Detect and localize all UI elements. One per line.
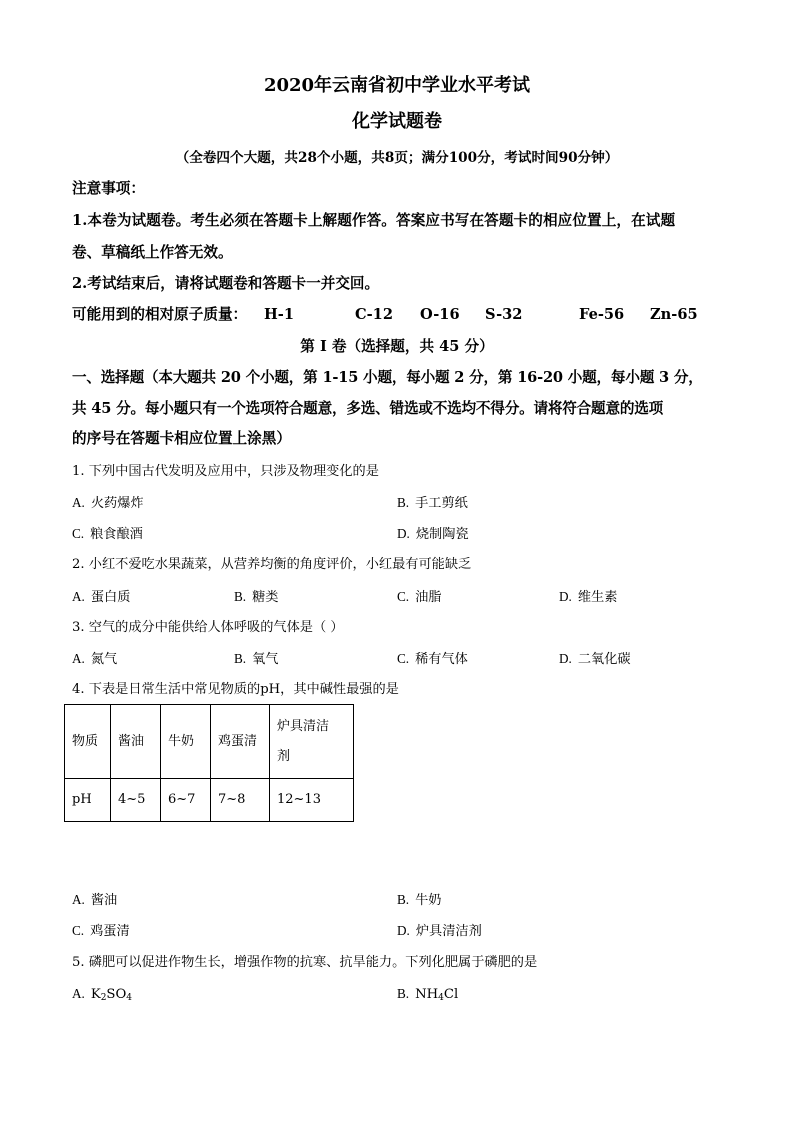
formula-part: K	[90, 987, 101, 1002]
exam-title: 2020年云南省初中学业水平考试	[263, 75, 531, 96]
exam-info: （全卷四个大题，共28个小题，共8页；满分100分，考试时间90分钟）	[175, 150, 619, 166]
question-1-option-c	[72, 527, 143, 541]
cell-line: 炉具清洁	[277, 718, 330, 734]
formula-part: Cl	[443, 987, 459, 1002]
atomic-mass-c: C-12	[355, 306, 393, 323]
option-text: 酱油	[90, 893, 118, 908]
formula-nh4cl	[415, 987, 458, 1002]
option-label: C.	[397, 589, 410, 604]
section-instructions-line-3: 的序号在答题卡相应位置上涂黑）	[72, 430, 291, 447]
question-2-option-a	[72, 590, 130, 604]
formula-part: SO	[106, 987, 127, 1002]
question-3-option-b	[234, 652, 278, 666]
option-label: D.	[559, 589, 572, 604]
option-text: 氧气	[252, 652, 279, 667]
option-text: 烧制陶瓷	[415, 527, 469, 542]
option-label: C.	[72, 923, 85, 938]
table-cell: 鸡蛋清	[211, 705, 270, 779]
formula-k2so4	[91, 987, 132, 1002]
atomic-mass-fe: Fe-56	[579, 306, 625, 323]
option-text: 炉具清洁剂	[415, 924, 482, 939]
question-1-stem: 1. 下列中国古代发明及应用中，只涉及物理变化的是	[72, 464, 379, 479]
atomic-mass-zn: Zn-65	[650, 306, 698, 323]
question-1-option-d	[397, 527, 469, 541]
note-2: 2.考试结束后，请将试题卷和答题卡一并交回。	[72, 275, 380, 292]
option-text: 手工剪纸	[415, 496, 468, 511]
option-label: B.	[397, 892, 410, 907]
table-row	[65, 705, 354, 779]
question-2-option-c	[397, 590, 441, 604]
atomic-mass-o: O-16	[420, 306, 460, 323]
option-label: A.	[72, 589, 85, 604]
table-cell: 4~5	[111, 779, 161, 822]
option-label: C.	[72, 526, 85, 541]
table-row	[65, 779, 354, 822]
note-1-line-1: 1.本卷为试题卷。考生必须在答题卡上解题作答。答案应书写在答题卡的相应位置上，在试题	[72, 212, 676, 229]
option-text: 鸡蛋清	[90, 924, 130, 939]
notes-heading: 注意事项：	[72, 180, 145, 197]
atomic-masses-label: 可能用到的相对原子质量：	[72, 306, 248, 323]
formula-subscript: 2	[100, 993, 107, 1003]
question-4-option-a	[72, 893, 117, 907]
option-label: A.	[72, 651, 85, 666]
option-text: 牛奶	[415, 893, 442, 908]
exam-subtitle: 化学试题卷	[352, 111, 442, 132]
option-text: 维生素	[577, 590, 618, 605]
option-text: 油脂	[415, 590, 442, 605]
question-3-option-a	[72, 652, 117, 666]
table-cell: 物质	[65, 705, 111, 779]
table-cell: 12~13	[270, 779, 354, 822]
question-4-option-c	[72, 924, 130, 938]
cell-line: 剂	[277, 748, 291, 764]
question-1-option-b	[397, 496, 468, 510]
option-label: A.	[72, 986, 85, 1001]
question-1-option-a	[72, 496, 144, 510]
option-text: 蛋白质	[90, 590, 131, 605]
option-text: 糖类	[252, 590, 279, 605]
question-4-option-b	[397, 893, 441, 907]
ph-table	[64, 704, 354, 822]
option-label: B.	[234, 589, 247, 604]
table-cell: pH	[65, 779, 111, 822]
option-label: D.	[397, 923, 410, 938]
table-cell: 6~7	[161, 779, 211, 822]
option-label: B.	[397, 495, 410, 510]
option-text: 稀有气体	[415, 652, 468, 667]
option-text: 火药爆炸	[90, 496, 144, 511]
option-label: A.	[72, 495, 85, 510]
section-instructions-line-1: 一、选择题（本大题共 20 个小题，第 1-15 小题，每小题 2 分，第 16-20 小题，每小题 3 分，	[72, 369, 703, 386]
atomic-mass-h: H-1	[264, 306, 294, 323]
question-2-option-d	[559, 590, 617, 604]
question-5-stem: 5. 磷肥可以促进作物生长，增强作物的抗寒、抗旱能力。下列化肥属于磷肥的是	[72, 955, 538, 970]
table-cell: 牛奶	[161, 705, 211, 779]
formula-part: NH	[415, 987, 439, 1002]
option-label: D.	[397, 526, 410, 541]
part1-heading: 第 I 卷（选择题，共 45 分）	[300, 338, 494, 355]
option-text: 氮气	[90, 652, 118, 667]
option-label: B.	[234, 651, 247, 666]
option-label: C.	[397, 651, 410, 666]
section-instructions-line-2: 共 45 分。每小题只有一个选项符合题意，多选、错选或不选均不得分。请将符合题意的选项	[72, 400, 664, 417]
question-2-stem: 2. 小红不爱吃水果蔬菜，从营养均衡的角度评价，小红最有可能缺乏	[72, 557, 472, 572]
option-label: D.	[559, 651, 572, 666]
question-4-option-d	[397, 924, 482, 938]
option-text: 二氧化碳	[577, 652, 631, 667]
option-label: B.	[397, 986, 410, 1001]
table-cell: 7~8	[211, 779, 270, 822]
formula-subscript: 4	[438, 993, 444, 1003]
table-cell	[270, 705, 354, 779]
question-3-option-d	[559, 652, 631, 666]
question-4-stem: 4. 下表是日常生活中常见物质的pH，其中碱性最强的是	[72, 682, 399, 697]
question-5-option-a	[72, 987, 132, 1003]
formula-subscript: 4	[126, 993, 133, 1003]
atomic-mass-s: S-32	[485, 306, 523, 323]
question-3-stem: 3. 空气的成分中能供给人体呼吸的气体是（ ）	[72, 620, 344, 635]
option-label: A.	[72, 892, 85, 907]
option-text: 粮食酿酒	[90, 527, 143, 542]
table-cell: 酱油	[111, 705, 161, 779]
question-5-option-b	[397, 987, 458, 1003]
question-2-option-b	[234, 590, 278, 604]
question-3-option-c	[397, 652, 468, 666]
note-1-line-2: 卷、草稿纸上作答无效。	[72, 244, 233, 261]
